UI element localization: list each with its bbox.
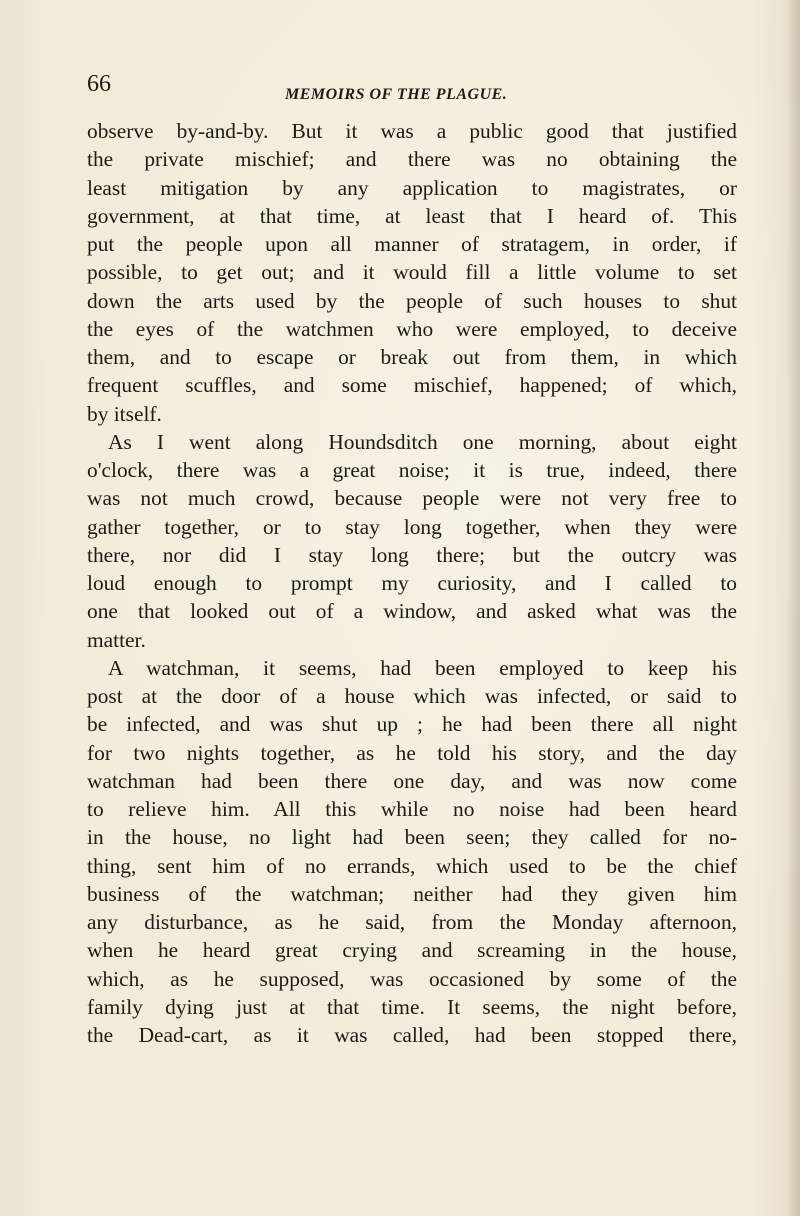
text-line: o'clock, there was a great noise; it is true, indeed, there — [87, 458, 737, 482]
running-head: MEMOIRS OF THE PLAGUE. — [285, 86, 508, 103]
text-line: watchman had been there one day, and was now come — [87, 768, 737, 793]
text-line: gather together, or to stay long together, when they were — [87, 514, 737, 539]
text-line: government, at that time, at least that I heard of. This — [87, 203, 737, 228]
text-line: family dying just at that time. It seems, the night before, — [87, 994, 737, 1019]
text-line: down the arts used by the people of such houses to shut — [87, 288, 737, 313]
text-line: business of the watchman; neither had they given him — [87, 881, 737, 906]
text-line: loud enough to prompt my curiosity, and I called to — [87, 571, 737, 595]
text-line: be infected, and was shut up ; he had been there all night — [87, 712, 737, 737]
text-line: As I went along Houndsditch one morning, about eight — [108, 429, 737, 454]
text-line: the private mischief; and there was no obtaining the — [87, 147, 737, 172]
text-line: thing, sent him of no errands, which used to be the chief — [87, 853, 737, 878]
body-text — [87, 117, 737, 1049]
text-line: for two nights together, as he told his story, and the day — [87, 740, 737, 765]
page-edge-shadow — [786, 0, 800, 1216]
text-line: which, as he supposed, was occasioned by some of the — [87, 966, 737, 991]
text-line: to relieve him. All this while no noise had been heard — [87, 797, 737, 821]
text-line: possible, to get out; and it would fill a little volume to set — [87, 260, 737, 285]
text-line: there, nor did I stay long there; but the outcry was — [87, 542, 737, 567]
text-line: observe by-and-by. But it was a public good that justified — [87, 119, 737, 143]
text-line: one that looked out of a window, and asked what was the — [87, 599, 737, 624]
text-line: any disturbance, as he said, from the Monday afternoon, — [87, 910, 737, 934]
page-number: 66 — [87, 71, 111, 97]
text-line: when he heard great crying and screaming in the house, — [87, 938, 737, 963]
text-line: post at the door of a house which was infected, or said to — [87, 684, 737, 708]
text-line: put the people upon all manner of stratagem, in order, if — [87, 232, 737, 256]
text-line: least mitigation by any application to magistrates, or — [87, 175, 737, 200]
text-line: in the house, no light had been seen; they called for no- — [87, 825, 737, 850]
text-line: matter. — [87, 627, 146, 652]
text-line: was not much crowd, because people were not very free to — [87, 486, 737, 511]
text-line: by itself. — [87, 401, 162, 426]
text-line: the Dead-cart, as it was called, had been stopped there, — [87, 1023, 737, 1047]
text-line: A watchman, it seems, had been employed to keep his — [108, 655, 737, 680]
text-line: the eyes of the watchmen who were employed, to deceive — [87, 316, 737, 341]
text-line: frequent scuffles, and some mischief, happened; of which, — [87, 373, 737, 398]
text-line: them, and to escape or break out from them, in which — [87, 345, 737, 369]
